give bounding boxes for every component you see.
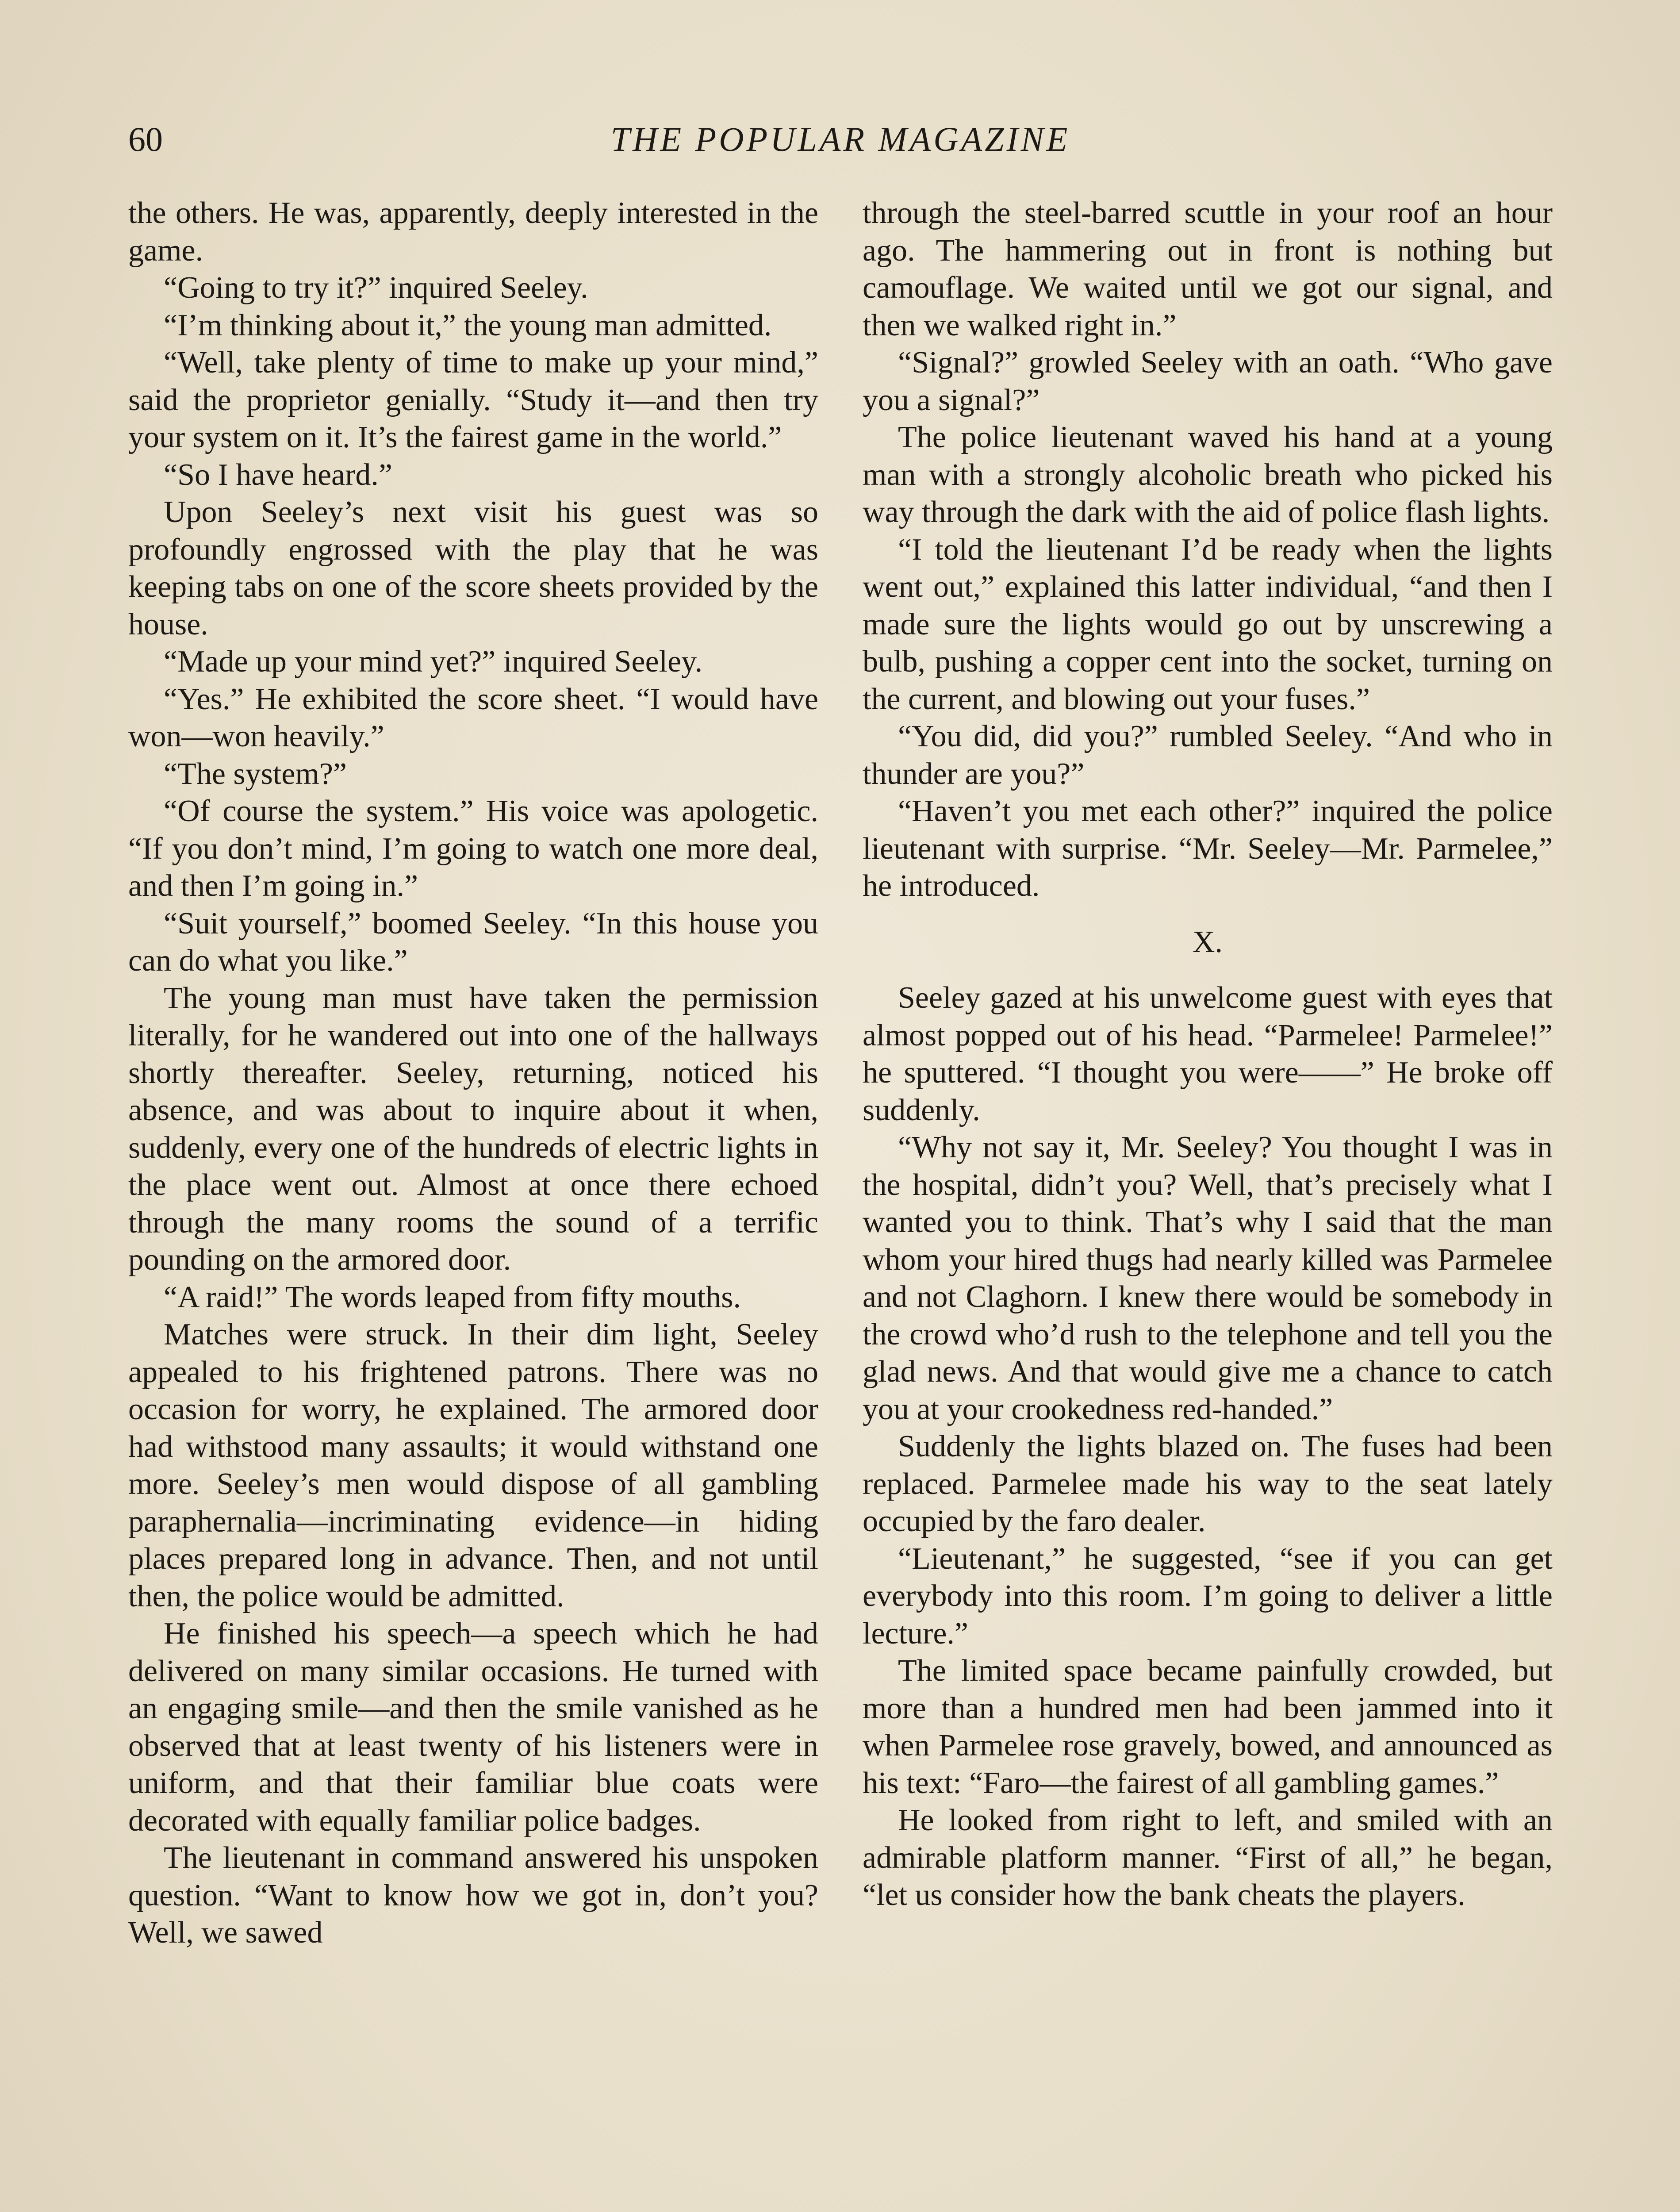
paragraph: “Of course the system.” His voice was apologetic. “If you don’t mind, I’m going to watch one more deal, and then I’m going in.”	[128, 794, 818, 903]
paragraph: The lieutenant in command answered his unspoken question. “Want to know how we got in, don’t you? Well, we sawed	[128, 1841, 818, 1950]
paragraph: “Why not say it, Mr. Seeley? You thought I was in the hospital, didn’t you? Well, that’s precisely what I wanted you to think. That’s why I said that the man whom your hired thugs had nearly killed was Parmelee and not Claghorn. I knew there would be somebody in the crowd who’d rush to the telephone and tell you the glad news. And that would give me a chance to catch you at your crookedness red-handed.”	[863, 1130, 1553, 1426]
paragraph: The police lieutenant waved his hand at a young man with a strongly alcoholic breath who picked his way through the dark with the aid of police flash lights.	[863, 420, 1553, 529]
paragraph: He finished his speech—a speech which he had delivered on many similar occasions. He turned with an engaging smile—and then the smile vanished as he observed that at least twenty of his listeners were in uniform, and that their familiar blue coats were decorated with equally familiar police badges.	[128, 1617, 818, 1838]
page-header	[128, 113, 1553, 166]
paragraph: “I’m thinking about it,” the young man admitted.	[164, 308, 772, 342]
paragraph: The young man must have taken the permission literally, for he wandered out into one of the hallways shortly thereafter. Seeley, returning, noticed his absence, and was about to inquire about it when, suddenly, every one of the hundreds of electric lights in the place went out. Almost at once there echoed through the many rooms the sound of a terrific pounding on the armored door.	[128, 981, 818, 1277]
paragraph: The limited space became painfully crowded, but more than a hundred men had been jammed into it when Parmelee rose gravely, bowed, and announced as his text: “Faro—the fairest of all gambling games.”	[863, 1654, 1553, 1800]
paragraph: “I told the lieutenant I’d be ready when the lights went out,” explained this latter individual, “and then I made sure the lights would go out by unscrewing a bulb, pushing a copper cent into the socket, turning on the current, and blowing out your fuses.”	[863, 532, 1553, 716]
paragraph: Matches were struck. In their dim light, Seeley appealed to his frightened patrons. There was no occasion for worry, he explained. The armored door had withstood many assaults; it would withstand one more. Seeley’s men would dispose of all gambling paraphernalia—incriminating evidence—in hiding places prepared long in advance. Then, and not until then, the police would be admitted.	[128, 1317, 818, 1613]
section-heading: X.	[1192, 925, 1223, 959]
paragraph: “So I have heard.”	[164, 457, 392, 492]
paragraph: “Going to try it?” inquired Seeley.	[164, 271, 588, 305]
running-head-title: THE POPULAR MAGAZINE	[610, 120, 1070, 158]
paragraph: “Well, take plenty of time to make up your mind,” said the proprietor genially. “Study it—and then try your system on it. It’s the fairest game in the world.”	[128, 346, 818, 454]
paragraph: Suddenly the lights blazed on. The fuses had been replaced. Parmelee made his way to the seat lately occupied by the faro dealer.	[863, 1429, 1553, 1538]
paragraph: “Haven’t you met each other?” inquired the police lieutenant with surprise. “Mr. Seeley—Mr. Parmelee,” he introduced.	[863, 794, 1553, 903]
page-number: 60	[128, 120, 163, 158]
right-text-column	[863, 195, 1553, 1914]
paragraph: “Suit yourself,” boomed Seeley. “In this house you can do what you like.”	[128, 906, 818, 978]
paragraph: through the steel-barred scuttle in your roof an hour ago. The hammering out in front is nothing but camouflage. We waited until we got our signal, and then we walked right in.”	[863, 196, 1553, 342]
paragraph: He looked from right to left, and smiled with an admirable platform manner. “First of all,” he began, “let us consider how the bank cheats the players.	[863, 1803, 1553, 1912]
paragraph: “The system?”	[164, 757, 347, 791]
paragraph: “Yes.” He exhibited the score sheet. “I would have won—won heavily.”	[128, 682, 818, 753]
left-text-column	[128, 195, 818, 1952]
paragraph: Upon Seeley’s next visit his guest was so profoundly engrossed with the play that he was keeping tabs on one of the score sheets provided by the house.	[128, 495, 818, 641]
paragraph: “Signal?” growled Seeley with an oath. “Who gave you a signal?”	[863, 346, 1553, 417]
paragraph: “Lieutenant,” he suggested, “see if you can get everybody into this room. I’m going to deliver a little lecture.”	[863, 1541, 1553, 1651]
paragraph: “You did, did you?” rumbled Seeley. “And who in thunder are you?”	[863, 719, 1553, 791]
paragraph: “A raid!” The words leaped from fifty mouths.	[164, 1280, 741, 1314]
paragraph: “Made up your mind yet?” inquired Seeley.	[164, 645, 703, 679]
paragraph: the others. He was, apparently, deeply interested in the game.	[128, 196, 818, 268]
paragraph: Seeley gazed at his unwelcome guest with eyes that almost popped out of his head. “Parmelee! Parmelee!” he sputtered. “I thought you were——” He broke off suddenly.	[863, 981, 1553, 1127]
